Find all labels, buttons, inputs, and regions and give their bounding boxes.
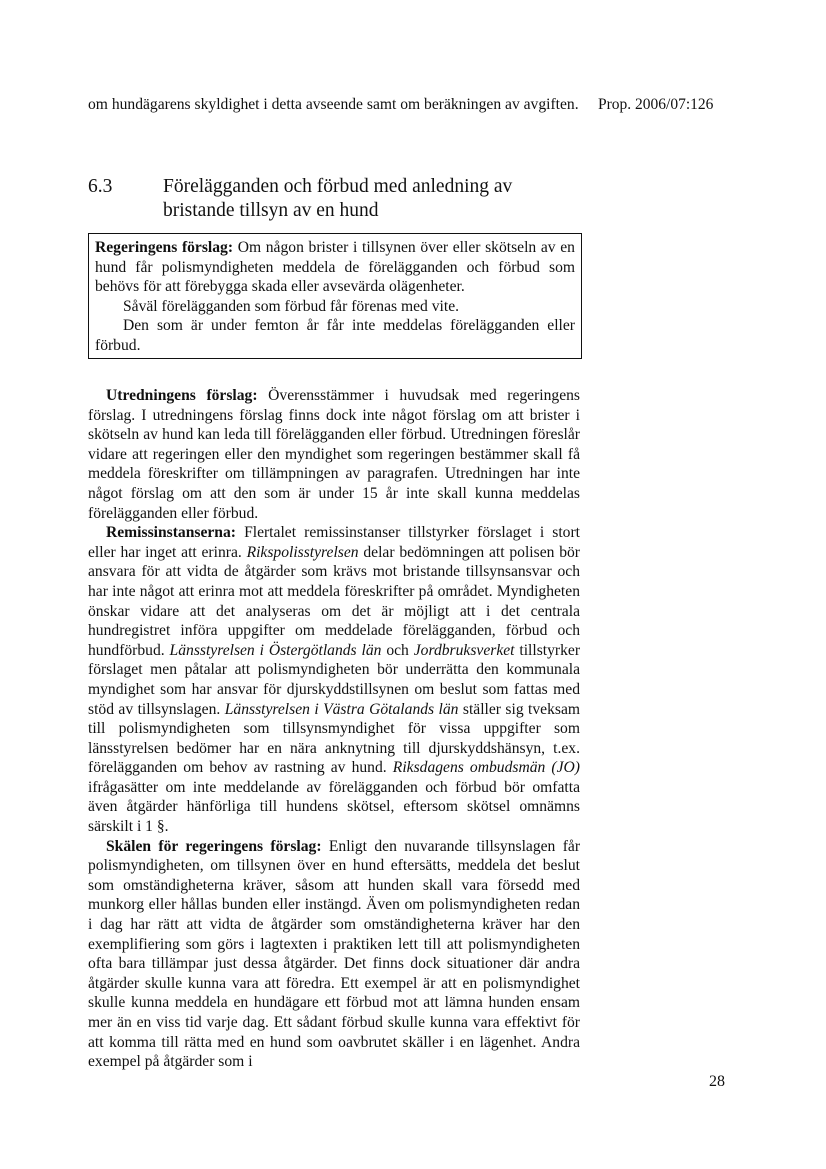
proposal-text: Om någon brister i tillsynen över eller skötseln av en hund får polismyndigheten meddela de förelägganden och förbud som behövs för att förebygga skada eller avsevärda olägenheter. xyxy=(95,239,575,296)
continuation-text: om hundägarens skyldighet i detta avseende samt om beräkningen av avgiften. xyxy=(88,96,579,113)
org-jo: Riksdagens ombudsmän (JO) xyxy=(392,759,580,777)
page-number: 28 xyxy=(709,1073,725,1090)
consultation-label: Remissinstanserna: xyxy=(106,524,236,542)
consultation-text-e: ställer sig tveksam till polismyndigheten som tillsynsmyndighet för vissa uppgifter som länsstyrelsen bedömer har en nära anknytning till djurskyddshänsyn, t.ex. förelägganden om behov av rastning av hund. xyxy=(88,700,581,777)
org-lansstyrelsen-vastra-gotaland: Länsstyrelsen i Västra Götalands län xyxy=(224,700,459,718)
consultation-text-f: ifrågasätter om inte meddelande av förelägganden och förbud bör omfatta även åtgärder hänförliga till hundens skötsel, eftersom skötsel omnämns särskilt i 1 §. xyxy=(88,778,580,836)
org-lansstyrelsen-ostergotland: Länsstyrelsen i Östergötlands län xyxy=(169,641,382,659)
consultation-text-a: Flertalet remissinstanser tillstyrker förslaget i stort eller har inget att erinra. xyxy=(88,524,580,561)
consultation-text-c: och xyxy=(381,641,414,659)
proposal-age-paragraph: Den som är under femton år får inte meddelas förelägganden eller förbud. xyxy=(95,317,575,354)
consultation-text-b: delar bedömningen att polisen bör ansvara för att vidta de åtgärder som krävs mot bristande tillsynsansvar och har inte något att erinra mot att meddela föreskrifter på området. Myndigheten önskar vidare att det analyseras om det är möjligt att i det centrala hundregistret införa uppgifter om meddelade förelägganden, förbud och hundförbud. xyxy=(88,543,580,659)
org-jordbruksverket: Jordbruksverket xyxy=(413,641,515,659)
government-proposal-box xyxy=(88,233,582,359)
reasons-text: Enligt den nuvarande tillsynslagen får polismyndigheten, om tillsynen över en hund eftersätts, meddela det beslut som omständigheterna kräver, såsom att hunden skall vara försedd med munkorg eller hållas bunden eller instängd. Även om polismyndigheten redan i dag har rätt att vidta de åtgärder som omständigheterna kräver har den exemplifiering som görs i lagtexten i praktiken lett till att polismyndigheten ofta bara tillämpar just dessa åtgärder. Det finns dock situationer där andra åtgärder skulle kunna vara att föredra. Ett exempel är att en polismyndighet skulle kunna meddela en hundägare ett förbud mot att lämna hunden ensam mer än en viss tid varje dag. Ett sådant förbud skulle kunna vara effektivt för att komma till rätta med en hund som oavbrutet skäller i en lägenhet. Andra exempel på åtgärder som i xyxy=(88,837,581,1071)
proposal-fine-paragraph: Såväl förelägganden som förbud får förenas med vite. xyxy=(123,297,460,315)
section-heading xyxy=(88,175,580,225)
org-rikspolisstyrelsen: Rikspolisstyrelsen xyxy=(246,543,359,561)
consultation-paragraph xyxy=(88,523,580,837)
proposal-paragraph xyxy=(95,238,575,297)
proposal-label: Regeringens förslag: xyxy=(95,239,234,256)
section-title: Förelägganden och förbud med anledning av bristande tillsyn av en hund xyxy=(163,176,513,221)
inquiry-label: Utredningens förslag: xyxy=(106,387,258,404)
government-reasons-paragraph xyxy=(88,837,580,1072)
consultation-text-d: tillstyrker förslaget men påtalar att polismyndigheten bör underrätta den kommunala myndighet som har ansvar för djurskyddstillsynen om beslut som fattas med stöd av tillsynslagen. xyxy=(88,641,581,718)
inquiry-proposal-paragraph xyxy=(88,386,580,523)
reasons-label: Skälen för regeringens förslag: xyxy=(106,837,322,855)
proposition-reference: Prop. 2006/07:126 xyxy=(598,96,714,113)
body-text xyxy=(88,386,580,1072)
inquiry-text: Överensstämmer i huvudsak med regeringens förslag. I utredningens förslag finns dock inte något förslag om att brister i skötseln av hund kan leda till förelägganden eller förbud. Utredningen föreslår vidare att regeringen eller den myndighet som regeringen bestämmer skall få meddela föreskrifter om tillämpningen av paragrafen. Utredningen har inte något förslag om att den som är under 15 år inte skall kunna meddelas förelägganden eller förbud. xyxy=(88,387,580,522)
section-number: 6.3 xyxy=(88,176,113,197)
